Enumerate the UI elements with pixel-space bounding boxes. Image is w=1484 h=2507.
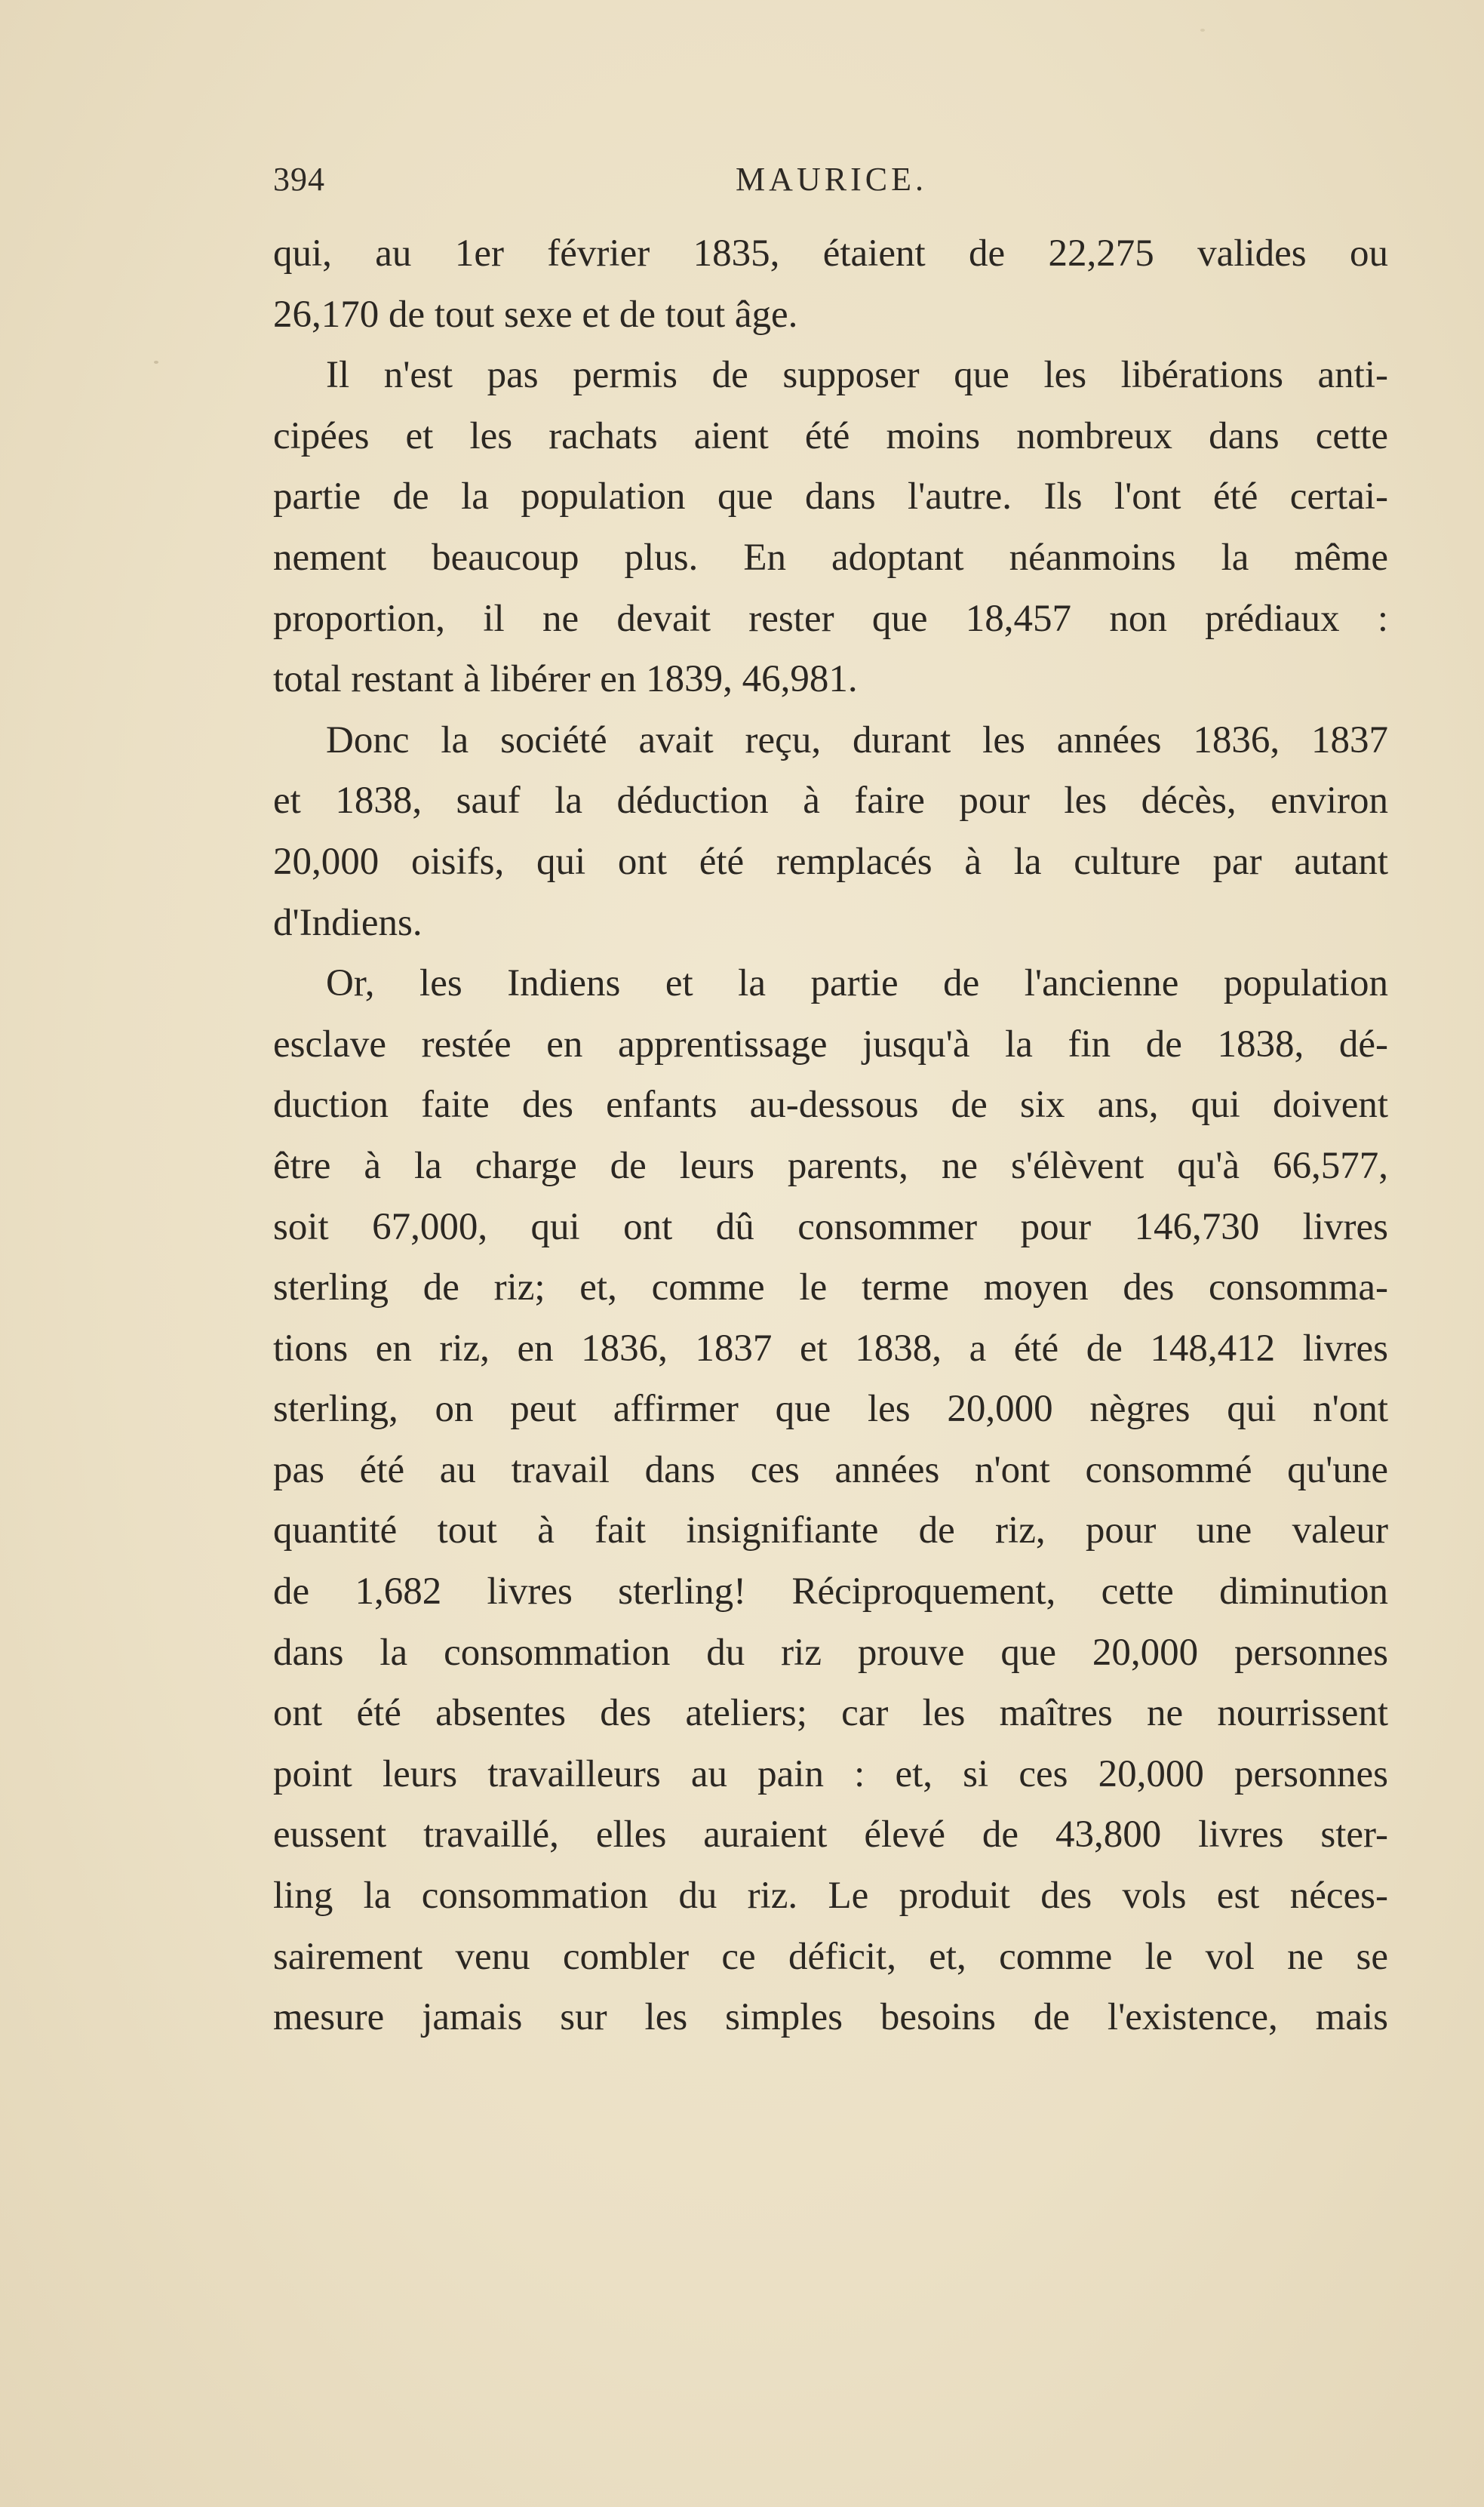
text-line: soit 67,000, qui ont dû consommer pour 146,730 livres [273,1205,1388,1248]
paper-speck [1200,29,1205,32]
text-line: d'Indiens. [273,901,422,944]
text-line: 26,170 de tout sexe et de tout âge. [273,293,798,336]
text-line: qui, au 1er février 1835, étaient de 22,275 valides ou [273,232,1388,275]
text-line: Donc la société avait reçu, durant les années 1836, 1837 [326,718,1388,761]
page-number: 394 [273,161,325,198]
text-line: point leurs travailleurs au pain : et, si ces 20,000 personnes [273,1752,1388,1795]
text-line: être à la charge de leurs parents, ne s'élèvent qu'à 66,577, [273,1144,1388,1187]
text-line: ont été absentes des ateliers; car les maîtres ne nourrissent [273,1692,1388,1735]
text-line: mesure jamais sur les simples besoins de l'existence, mais [273,1996,1388,2039]
text-line: partie de la population que dans l'autre. Ils l'ont été certai- [273,475,1388,518]
text-line: duction faite des enfants au-dessous de six ans, qui doivent [273,1084,1388,1127]
running-head [273,160,1390,205]
text-line: eussent travaillé, elles auraient élevé de 43,800 livres ster- [273,1813,1388,1856]
running-title: MAURICE. [736,161,927,198]
text-line: esclave restée en apprentissage jusqu'à la fin de 1838, dé- [273,1023,1388,1066]
text-line: sairement venu combler ce déficit, et, comme le vol ne se [273,1935,1388,1978]
text-line: de 1,682 livres sterling! Réciproquement, cette diminution [273,1570,1388,1613]
text-line: Il n'est pas permis de supposer que les libérations anti- [326,354,1388,397]
text-line: pas été au travail dans ces années n'ont consommé qu'une [273,1448,1388,1491]
text-line: dans la consommation du riz prouve que 20,000 personnes [273,1631,1388,1674]
text-line: Or, les Indiens et la partie de l'ancienne population [326,962,1388,1005]
paper-speck [154,361,158,364]
text-line: cipées et les rachats aient été moins nombreux dans cette [273,414,1388,457]
text-line: sterling de riz; et, comme le terme moyen des consomma- [273,1266,1388,1309]
text-line: total restant à libérer en 1839, 46,981. [273,658,858,701]
text-line: sterling, on peut affirmer que les 20,000 nègres qui n'ont [273,1388,1388,1431]
text-line: proportion, il ne devait rester que 18,457 non prédiaux : [273,597,1388,640]
text-line: tions en riz, en 1836, 1837 et 1838, a été de 148,412 livres [273,1327,1388,1370]
text-line: nement beaucoup plus. En adoptant néanmoins la même [273,536,1388,579]
text-line: et 1838, sauf la déduction à faire pour les décès, environ [273,780,1388,823]
text-line: ling la consommation du riz. Le produit des vols est néces- [273,1875,1388,1918]
text-line: 20,000 oisifs, qui ont été remplacés à la culture par autant [273,840,1388,883]
text-line: quantité tout à fait insignifiante de riz, pour une valeur [273,1509,1388,1552]
body-text [273,223,1388,2048]
